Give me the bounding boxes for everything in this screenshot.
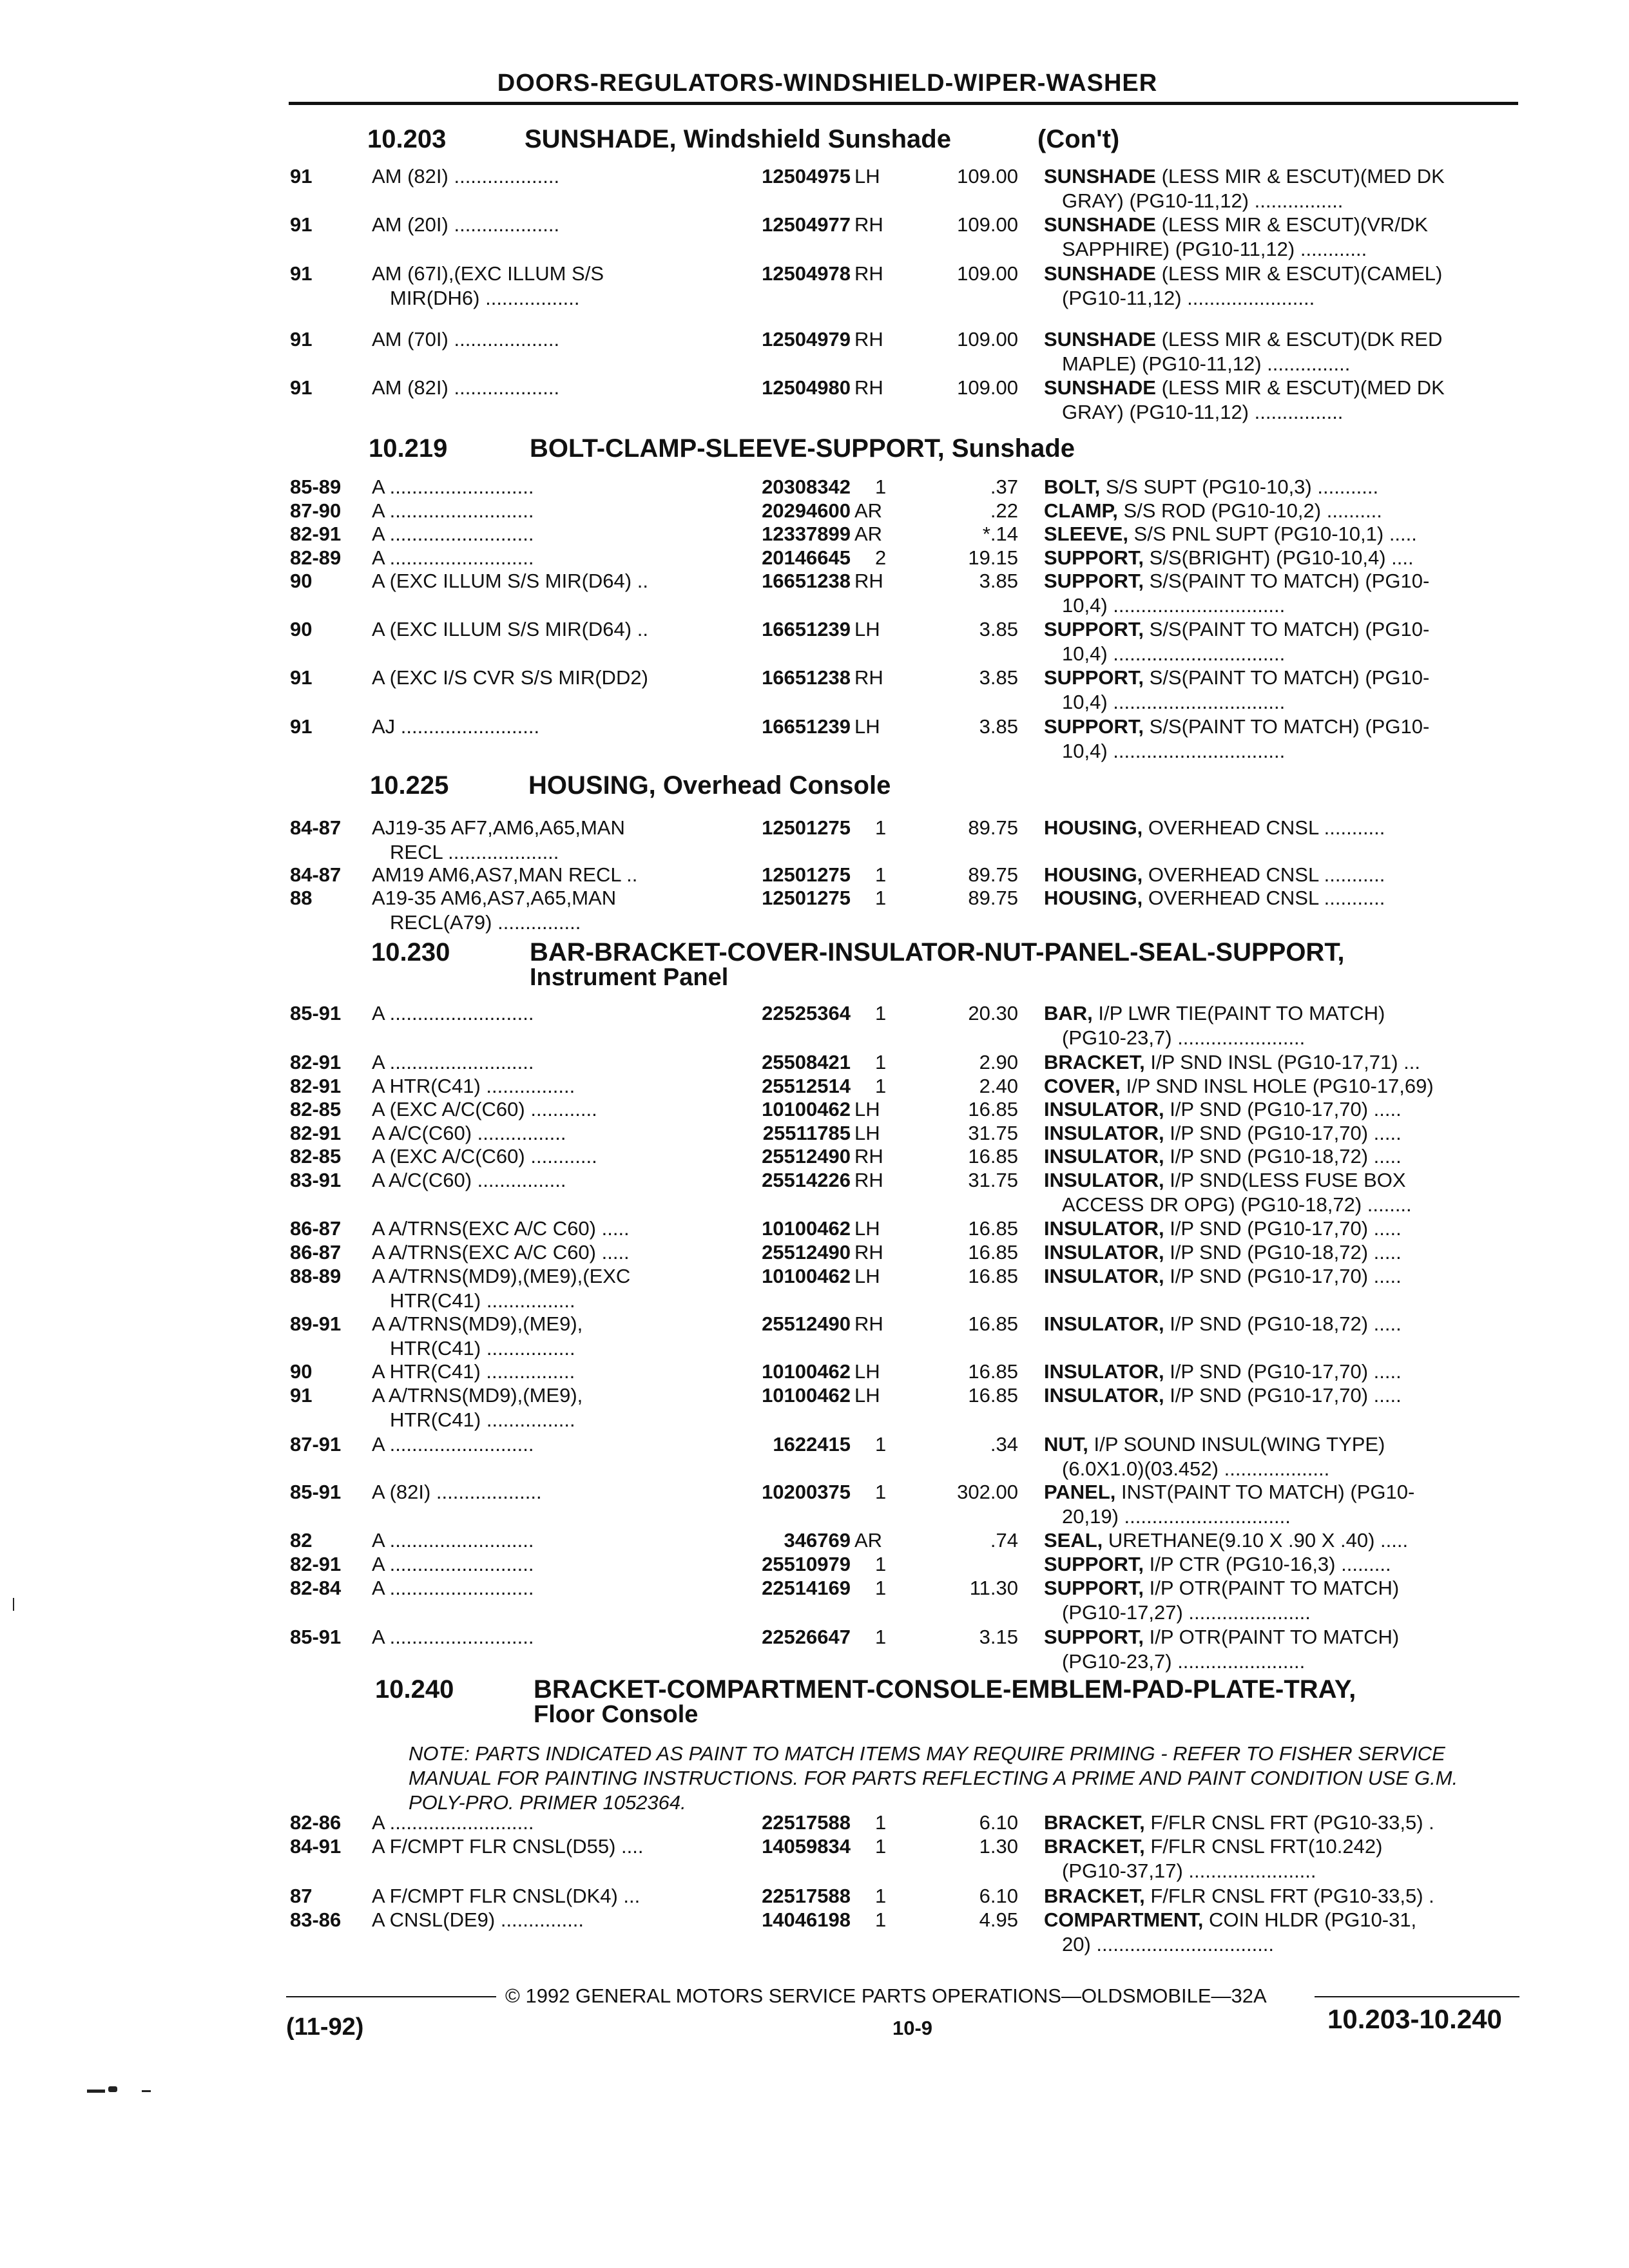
quantity: 1 <box>875 1811 887 1834</box>
application: A .......................... <box>372 1626 534 1648</box>
quantity: LH <box>854 1098 880 1120</box>
description: SUNSHADE (LESS MIR & ESCUT)(MED DK <box>1044 376 1445 399</box>
description-cont: (PG10-23,7) ....................... <box>1062 1026 1306 1049</box>
application: A A/C(C60) ................ <box>372 1169 566 1191</box>
price: .34 <box>990 1433 1018 1456</box>
quantity: RH <box>854 376 883 399</box>
year-range: 85-89 <box>290 476 342 498</box>
price: 109.00 <box>957 328 1018 351</box>
price: 1.30 <box>979 1835 1018 1858</box>
part-number: 16651238 <box>762 570 851 592</box>
price: 4.95 <box>979 1908 1018 1931</box>
price: 3.85 <box>979 618 1018 640</box>
year-range: 91 <box>290 715 313 738</box>
description: INSULATOR, I/P SND (PG10-17,70) ..... <box>1044 1217 1402 1240</box>
application: A A/C(C60) ................ <box>372 1122 566 1144</box>
description: SUPPORT, S/S(PAINT TO MATCH) (PG10- <box>1044 618 1430 640</box>
paint-note: NOTE: PARTS INDICATED AS PAINT TO MATCH ITEMS MAY REQUIRE PRIMING - REFER TO FISHER SERVICE MANUAL FOR PAINTING INSTRUCTIONS. FOR PARTS REFLECTING A PRIME AND PAINT CONDITION USE G.M. POLY-PRO. PRIMER 1052364. <box>409 1742 1458 1814</box>
application: AJ ......................... <box>372 715 540 738</box>
application: A .......................... <box>372 1811 534 1834</box>
part-number: 22525364 <box>762 1002 851 1024</box>
description-cont: (PG10-11,12) ....................... <box>1062 287 1315 309</box>
price: 16.85 <box>968 1098 1018 1120</box>
year-range: 82 <box>290 1529 313 1552</box>
description: COMPARTMENT, COIN HLDR (PG10-31, <box>1044 1908 1417 1931</box>
application: A .......................... <box>372 523 534 545</box>
description: BAR, I/P LWR TIE(PAINT TO MATCH) <box>1044 1002 1385 1024</box>
part-number: 25510979 <box>762 1553 851 1575</box>
quantity: RH <box>854 1312 883 1335</box>
section-title: SUNSHADE, Windshield Sunshade <box>525 125 951 153</box>
quantity: RH <box>854 213 883 236</box>
application: A HTR(C41) ................ <box>372 1075 575 1097</box>
part-number: 25514226 <box>762 1169 851 1191</box>
quantity: RH <box>854 1169 883 1191</box>
section-subtitle: Instrument Panel <box>530 964 729 991</box>
quantity: AR <box>854 499 883 522</box>
description: BRACKET, F/FLR CNSL FRT(10.242) <box>1044 1835 1383 1858</box>
description: SUPPORT, S/S(PAINT TO MATCH) (PG10- <box>1044 570 1430 592</box>
description-cont: 10,4) ............................... <box>1062 594 1286 617</box>
description: SUNSHADE (LESS MIR & ESCUT)(VR/DK <box>1044 213 1428 236</box>
year-range: 88-89 <box>290 1265 342 1287</box>
application: A F/CMPT FLR CNSL(D55) .... <box>372 1835 644 1858</box>
year-range: 91 <box>290 213 313 236</box>
quantity: 1 <box>875 1433 887 1456</box>
quantity: 1 <box>875 1835 887 1858</box>
year-range: 87 <box>290 1885 313 1907</box>
quantity: LH <box>854 618 880 640</box>
price: 2.40 <box>979 1075 1018 1097</box>
year-range: 91 <box>290 165 313 187</box>
price: 16.85 <box>968 1217 1018 1240</box>
description-cont: 20,19) .............................. <box>1062 1505 1291 1528</box>
part-number: 12337899 <box>762 523 851 545</box>
quantity: RH <box>854 570 883 592</box>
year-range: 87-90 <box>290 499 342 522</box>
part-number: 10100462 <box>762 1098 851 1120</box>
price: *.14 <box>982 523 1018 545</box>
description: INSULATOR, I/P SND (PG10-18,72) ..... <box>1044 1241 1402 1264</box>
year-range: 83-91 <box>290 1169 342 1191</box>
price: 31.75 <box>968 1122 1018 1144</box>
copyright-notice: © 1992 GENERAL MOTORS SERVICE PARTS OPERATIONS—OLDSMOBILE—32A <box>505 1984 1267 2007</box>
quantity: LH <box>854 1360 880 1383</box>
year-range: 91 <box>290 666 313 689</box>
year-range: 82-91 <box>290 1553 342 1575</box>
application: AM19 AM6,AS7,MAN RECL .. <box>372 863 638 886</box>
year-range: 90 <box>290 1360 313 1383</box>
description: SUPPORT, I/P OTR(PAINT TO MATCH) <box>1044 1626 1400 1648</box>
scan-mark <box>87 2090 105 2093</box>
part-number: 25512490 <box>762 1312 851 1335</box>
quantity: LH <box>854 1122 880 1144</box>
quantity: LH <box>854 1265 880 1287</box>
description: INSULATOR, I/P SND (PG10-17,70) ..... <box>1044 1384 1402 1407</box>
price: 89.75 <box>968 816 1018 839</box>
description: SUPPORT, S/S(PAINT TO MATCH) (PG10- <box>1044 666 1430 689</box>
section-number: 10.219 <box>369 434 448 463</box>
quantity: AR <box>854 1529 883 1552</box>
description-cont: GRAY) (PG10-11,12) ................ <box>1062 401 1344 423</box>
part-number: 20308342 <box>762 476 851 498</box>
quantity: LH <box>854 715 880 738</box>
application: A (EXC I/S CVR S/S MIR(DD2) <box>372 666 648 689</box>
description: SUPPORT, I/P CTR (PG10-16,3) ......... <box>1044 1553 1391 1575</box>
description: SLEEVE, S/S PNL SUPT (PG10-10,1) ..... <box>1044 523 1417 545</box>
description-cont: (PG10-23,7) ....................... <box>1062 1650 1306 1673</box>
part-number: 14046198 <box>762 1908 851 1931</box>
year-range: 84-87 <box>290 816 342 839</box>
description-cont: 10,4) ............................... <box>1062 642 1286 665</box>
application: A (EXC A/C(C60) ............ <box>372 1098 597 1120</box>
application: AM (70I) ................... <box>372 328 560 351</box>
part-number: 1622415 <box>773 1433 851 1456</box>
part-number: 10100462 <box>762 1360 851 1383</box>
part-number: 12501275 <box>762 863 851 886</box>
description: INSULATOR, I/P SND (PG10-18,72) ..... <box>1044 1145 1402 1168</box>
description-cont: 20) ................................ <box>1062 1933 1275 1956</box>
price: 16.85 <box>968 1384 1018 1407</box>
description: SUNSHADE (LESS MIR & ESCUT)(MED DK <box>1044 165 1445 187</box>
price: 109.00 <box>957 376 1018 399</box>
description-cont: 10,4) ............................... <box>1062 740 1286 762</box>
price: 3.85 <box>979 715 1018 738</box>
price: 3.15 <box>979 1626 1018 1648</box>
description-cont: (PG10-17,27) ...................... <box>1062 1601 1311 1624</box>
application: A (EXC ILLUM S/S MIR(D64) .. <box>372 570 648 592</box>
description: BRACKET, F/FLR CNSL FRT (PG10-33,5) . <box>1044 1811 1434 1834</box>
price: .74 <box>990 1529 1018 1552</box>
year-range: 82-89 <box>290 546 342 569</box>
scan-mark <box>13 1598 14 1611</box>
year-range: 90 <box>290 618 313 640</box>
section-subtitle: Floor Console <box>534 1701 699 1728</box>
application: A (EXC A/C(C60) ............ <box>372 1145 597 1168</box>
part-number: 346769 <box>784 1529 851 1552</box>
quantity: 1 <box>875 1051 887 1073</box>
quantity: 1 <box>875 1075 887 1097</box>
year-range: 91 <box>290 328 313 351</box>
part-number: 12501275 <box>762 887 851 909</box>
application: AM (82I) ................... <box>372 376 560 399</box>
description: SUPPORT, S/S(BRIGHT) (PG10-10,4) .... <box>1044 546 1414 569</box>
description: SUNSHADE (LESS MIR & ESCUT)(DK RED <box>1044 328 1443 351</box>
part-number: 25508421 <box>762 1051 851 1073</box>
application-cont: HTR(C41) ................ <box>390 1337 575 1360</box>
section-title: BAR-BRACKET-COVER-INSULATOR-NUT-PANEL-SEAL-SUPPORT, <box>530 938 1345 966</box>
application: A .......................... <box>372 1553 534 1575</box>
quantity: 1 <box>875 1553 887 1575</box>
description: BOLT, S/S SUPT (PG10-10,3) ........... <box>1044 476 1379 498</box>
price: 3.85 <box>979 570 1018 592</box>
price: 89.75 <box>968 863 1018 886</box>
part-number: 10100462 <box>762 1217 851 1240</box>
year-range: 82-85 <box>290 1145 342 1168</box>
part-number: 25512490 <box>762 1145 851 1168</box>
quantity: 1 <box>875 1908 887 1931</box>
description: CLAMP, S/S ROD (PG10-10,2) .......... <box>1044 499 1382 522</box>
section-number: 10.225 <box>370 771 449 800</box>
part-number: 22526647 <box>762 1626 851 1648</box>
year-range: 86-87 <box>290 1217 342 1240</box>
year-range: 90 <box>290 570 313 592</box>
description-cont: SAPPHIRE) (PG10-11,12) ............ <box>1062 238 1367 260</box>
application: A .......................... <box>372 476 534 498</box>
description: BRACKET, F/FLR CNSL FRT (PG10-33,5) . <box>1044 1885 1434 1907</box>
quantity: 1 <box>875 1002 887 1024</box>
year-range: 91 <box>290 1384 313 1407</box>
description: HOUSING, OVERHEAD CNSL ........... <box>1044 863 1385 886</box>
year-range: 82-91 <box>290 1051 342 1073</box>
application: AM (20I) ................... <box>372 213 560 236</box>
year-range: 91 <box>290 376 313 399</box>
application: A .......................... <box>372 1002 534 1024</box>
part-number: 12501275 <box>762 816 851 839</box>
description: PANEL, INST(PAINT TO MATCH) (PG10- <box>1044 1481 1415 1503</box>
description: COVER, I/P SND INSL HOLE (PG10-17,69) <box>1044 1075 1434 1097</box>
part-number: 22514169 <box>762 1577 851 1599</box>
part-number: 12504977 <box>762 213 851 236</box>
part-number: 25511785 <box>762 1122 851 1144</box>
part-number: 16651239 <box>762 715 851 738</box>
price: 109.00 <box>957 165 1018 187</box>
description-cont: MAPLE) (PG10-11,12) ............... <box>1062 352 1351 375</box>
quantity: RH <box>854 666 883 689</box>
year-range: 85-91 <box>290 1481 342 1503</box>
quantity: 1 <box>875 1577 887 1599</box>
quantity: 1 <box>875 1481 887 1503</box>
quantity: 1 <box>875 863 887 886</box>
application: AM (67I),(EXC ILLUM S/S <box>372 262 604 285</box>
year-range: 82-85 <box>290 1098 342 1120</box>
description-cont: 10,4) ............................... <box>1062 691 1286 713</box>
application: A A/TRNS(MD9),(ME9), <box>372 1312 583 1335</box>
quantity: 1 <box>875 1885 887 1907</box>
section-number: 10.240 <box>375 1675 454 1704</box>
price: 109.00 <box>957 213 1018 236</box>
price: 6.10 <box>979 1885 1018 1907</box>
application: A CNSL(DE9) ............... <box>372 1908 584 1931</box>
description: INSULATOR, I/P SND (PG10-18,72) ..... <box>1044 1312 1402 1335</box>
application: AM (82I) ................... <box>372 165 560 187</box>
price: 16.85 <box>968 1241 1018 1264</box>
price: 20.30 <box>968 1002 1018 1024</box>
year-range: 85-91 <box>290 1002 342 1024</box>
application-cont: RECL(A79) ............... <box>390 911 581 934</box>
part-number: 20294600 <box>762 499 851 522</box>
footer-rule-right <box>1315 1996 1519 1997</box>
part-number: 25512490 <box>762 1241 851 1264</box>
application: A F/CMPT FLR CNSL(DK4) ... <box>372 1885 641 1907</box>
application: A HTR(C41) ................ <box>372 1360 575 1383</box>
application: A .......................... <box>372 1577 534 1599</box>
application: A .......................... <box>372 499 534 522</box>
quantity: LH <box>854 1217 880 1240</box>
year-range: 83-86 <box>290 1908 342 1931</box>
part-number: 25512514 <box>762 1075 851 1097</box>
application: A .......................... <box>372 1433 534 1456</box>
price: .37 <box>990 476 1018 498</box>
year-range: 88 <box>290 887 313 909</box>
scan-mark <box>108 2086 117 2092</box>
application-cont: RECL .................... <box>390 841 559 863</box>
description: INSULATOR, I/P SND (PG10-17,70) ..... <box>1044 1265 1402 1287</box>
year-range: 82-91 <box>290 1075 342 1097</box>
section-range: 10.203-10.240 <box>1327 2004 1502 2034</box>
price: 11.30 <box>969 1577 1018 1599</box>
page-number: 10-9 <box>892 2017 933 2039</box>
part-number: 10200375 <box>762 1481 851 1503</box>
description: SUPPORT, I/P OTR(PAINT TO MATCH) <box>1044 1577 1400 1599</box>
footer-rule-left <box>286 1996 496 1997</box>
price: 2.90 <box>979 1051 1018 1073</box>
price: 16.85 <box>968 1360 1018 1383</box>
quantity: RH <box>854 1145 883 1168</box>
part-number: 22517588 <box>762 1811 851 1834</box>
description: NUT, I/P SOUND INSUL(WING TYPE) <box>1044 1433 1385 1456</box>
quantity: LH <box>854 1384 880 1407</box>
description: INSULATOR, I/P SND (PG10-17,70) ..... <box>1044 1098 1402 1120</box>
application-cont: MIR(DH6) ................. <box>390 287 580 309</box>
revision-date: (11-92) <box>286 2013 364 2041</box>
application-cont: HTR(C41) ................ <box>390 1289 575 1312</box>
section-title: HOUSING, Overhead Console <box>528 771 891 800</box>
section-number: 10.230 <box>371 938 450 966</box>
year-range: 82-84 <box>290 1577 342 1599</box>
year-range: 82-86 <box>290 1811 342 1834</box>
quantity: 1 <box>875 887 887 909</box>
description: INSULATOR, I/P SND(LESS FUSE BOX <box>1044 1169 1406 1191</box>
year-range: 87-91 <box>290 1433 342 1456</box>
year-range: 82-91 <box>290 1122 342 1144</box>
price: 16.85 <box>968 1312 1018 1335</box>
application: AJ19-35 AF7,AM6,A65,MAN <box>372 816 625 839</box>
description: HOUSING, OVERHEAD CNSL ........... <box>1044 887 1385 909</box>
application: A A/TRNS(EXC A/C C60) ..... <box>372 1217 630 1240</box>
year-range: 91 <box>290 262 313 285</box>
price: 6.10 <box>979 1811 1018 1834</box>
part-number: 16651238 <box>762 666 851 689</box>
scan-mark <box>142 2090 151 2092</box>
application: A A/TRNS(EXC A/C C60) ..... <box>372 1241 630 1264</box>
year-range: 85-91 <box>290 1626 342 1648</box>
application: A .......................... <box>372 1529 534 1552</box>
part-number: 10100462 <box>762 1265 851 1287</box>
section-title: BOLT-CLAMP-SLEEVE-SUPPORT, Sunshade <box>530 434 1075 463</box>
year-range: 86-87 <box>290 1241 342 1264</box>
part-number: 20146645 <box>762 546 851 569</box>
price: 89.75 <box>968 887 1018 909</box>
year-range: 84-91 <box>290 1835 342 1858</box>
description: SEAL, URETHANE(9.10 X .90 X .40) ..... <box>1044 1529 1409 1552</box>
quantity: 1 <box>875 1626 887 1648</box>
header-rule <box>289 102 1518 105</box>
year-range: 82-91 <box>290 523 342 545</box>
part-number: 14059834 <box>762 1835 851 1858</box>
description: HOUSING, OVERHEAD CNSL ........... <box>1044 816 1385 839</box>
quantity: 1 <box>875 816 887 839</box>
part-number: 22517588 <box>762 1885 851 1907</box>
description: INSULATOR, I/P SND (PG10-17,70) ..... <box>1044 1122 1402 1144</box>
price: 109.00 <box>957 262 1018 285</box>
description: SUNSHADE (LESS MIR & ESCUT)(CAMEL) <box>1044 262 1443 285</box>
section-continued: (Con't) <box>1037 125 1120 153</box>
section-title: BRACKET-COMPARTMENT-CONSOLE-EMBLEM-PAD-PLATE-TRAY, <box>534 1675 1356 1704</box>
description: INSULATOR, I/P SND (PG10-17,70) ..... <box>1044 1360 1402 1383</box>
application: A .......................... <box>372 1051 534 1073</box>
quantity: AR <box>854 523 883 545</box>
application: A (EXC ILLUM S/S MIR(D64) .. <box>372 618 648 640</box>
application-cont: HTR(C41) ................ <box>390 1408 575 1431</box>
quantity: 1 <box>875 476 887 498</box>
price: 31.75 <box>968 1169 1018 1191</box>
price: 302.00 <box>957 1481 1018 1503</box>
description-cont: (6.0X1.0)(03.452) ................... <box>1062 1457 1330 1480</box>
part-number: 10100462 <box>762 1384 851 1407</box>
quantity: RH <box>854 1241 883 1264</box>
price: .22 <box>990 499 1018 522</box>
year-range: 84-87 <box>290 863 342 886</box>
description: SUPPORT, S/S(PAINT TO MATCH) (PG10- <box>1044 715 1430 738</box>
part-number: 12504980 <box>762 376 851 399</box>
price: 16.85 <box>968 1145 1018 1168</box>
application: A (82I) ................... <box>372 1481 542 1503</box>
description-cont: ACCESS DR OPG) (PG10-18,72) ........ <box>1062 1193 1412 1216</box>
quantity: RH <box>854 262 883 285</box>
application: A19-35 AM6,AS7,A65,MAN <box>372 887 617 909</box>
description-cont: (PG10-37,17) ....................... <box>1062 1860 1316 1882</box>
part-number: 12504978 <box>762 262 851 285</box>
application: A A/TRNS(MD9),(ME9), <box>372 1384 583 1407</box>
section-number: 10.203 <box>367 125 447 153</box>
price: 19.15 <box>968 546 1018 569</box>
part-number: 12504975 <box>762 165 851 187</box>
application: A .......................... <box>372 546 534 569</box>
quantity: LH <box>854 165 880 187</box>
description: BRACKET, I/P SND INSL (PG10-17,71) ... <box>1044 1051 1421 1073</box>
price: 3.85 <box>979 666 1018 689</box>
part-number: 16651239 <box>762 618 851 640</box>
quantity: RH <box>854 328 883 351</box>
part-number: 12504979 <box>762 328 851 351</box>
description-cont: GRAY) (PG10-11,12) ................ <box>1062 189 1344 212</box>
quantity: 2 <box>875 546 887 569</box>
price: 16.85 <box>968 1265 1018 1287</box>
application: A A/TRNS(MD9),(ME9),(EXC <box>372 1265 631 1287</box>
year-range: 89-91 <box>290 1312 342 1335</box>
page-header-title: DOORS-REGULATORS-WINDSHIELD-WIPER-WASHER <box>497 70 1158 97</box>
